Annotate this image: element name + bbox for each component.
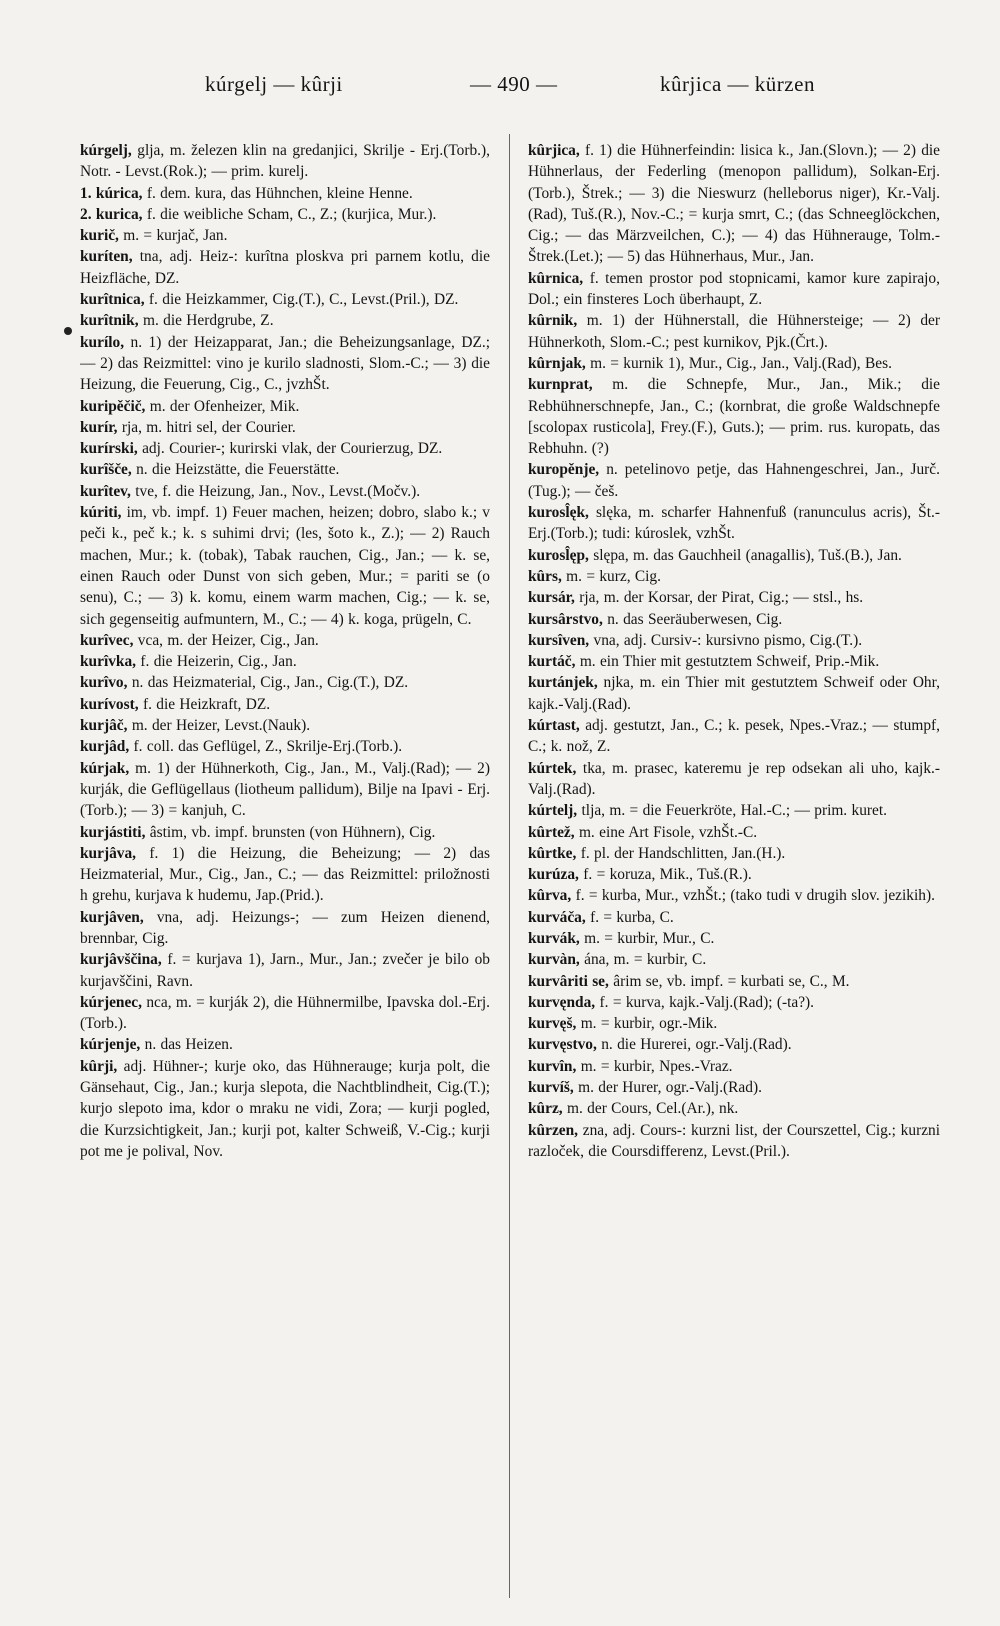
entry-headword: kuropěnje, bbox=[528, 461, 600, 479]
dictionary-entry bbox=[528, 885, 940, 906]
entry-headword: kurír, bbox=[80, 418, 118, 436]
dictionary-entry bbox=[80, 396, 490, 417]
entry-definition: m. 1) der Hühnerkoth, Cig., Jan., M., Valj.(Rad); — 2) kurják, die Geflügellaus (liotheum pallidum), Bilje na Ipavi - Erj.(Torb.); — 3) = kanjuh, C. bbox=[80, 759, 490, 820]
dictionary-entry bbox=[80, 1034, 490, 1055]
dictionary-entry bbox=[528, 268, 940, 311]
entry-headword: kûrjica, bbox=[528, 142, 580, 159]
entry-headword: kúrtelj, bbox=[528, 802, 578, 820]
header-right-guideword: kûrjica — kürzen bbox=[660, 72, 815, 96]
entry-headword: kurîvec, bbox=[80, 631, 134, 649]
dictionary-entry bbox=[80, 715, 490, 736]
entry-definition: n. 1) der Heizapparat, Jan.; die Beheizungsanlage, DZ.; — 2) das Reizmittel: vino je kurilo sladnosti, Slom.-C.; — 3) die Heizung, die Feuerung, Cig., C., jvzhŠt. bbox=[80, 333, 490, 394]
entry-headword: kursár, bbox=[528, 589, 575, 607]
entry-definition: m. der Heizer, Levst.(Nauk). bbox=[131, 717, 311, 735]
entry-definition: f. = kurva, kajk.-Valj.(Rad); (-ta?). bbox=[599, 993, 815, 1011]
dictionary-entry bbox=[528, 353, 940, 374]
entry-headword: 2. kurica, bbox=[80, 205, 143, 223]
entry-definition: tlja, m. = die Feuerkröte, Hal.-C.; — prim. kuret. bbox=[581, 802, 887, 820]
entry-definition: slęka, m. scharfer Hahnenfuß (ranunculus acris), Št.-Erj.(Torb.); tudi: kúroslek, vzhŠt. bbox=[528, 504, 940, 543]
dictionary-entry bbox=[80, 481, 490, 502]
entry-headword: kurjâvščina, bbox=[80, 951, 162, 969]
dictionary-entry bbox=[80, 438, 490, 459]
dictionary-entry bbox=[80, 246, 490, 289]
entry-headword: kurvák, bbox=[528, 929, 580, 947]
entry-headword: kurílo, bbox=[80, 333, 125, 351]
entry-definition: m. der Hurer, ogr.-Valj.(Rad). bbox=[578, 1079, 762, 1097]
entry-headword: kurívost, bbox=[80, 695, 139, 713]
entry-definition: f. = kurjava 1), Jarn., Mur., Jan.; zvečer je bilo ob kurjavščini, Ravn. bbox=[80, 951, 490, 990]
dictionary-entry bbox=[528, 928, 940, 949]
entry-headword: kurírski, bbox=[80, 440, 138, 458]
entry-headword: kursârstvo, bbox=[528, 610, 603, 628]
entry-definition: rja, m. der Korsar, der Pirat, Cig.; — stsl., hs. bbox=[579, 589, 864, 607]
right-column bbox=[528, 140, 940, 1611]
dictionary-entry bbox=[528, 587, 940, 608]
dictionary-entry bbox=[80, 417, 490, 438]
entry-headword: kurvíš, bbox=[528, 1079, 574, 1097]
margin-dot-mark bbox=[64, 327, 72, 335]
entry-headword: kurvîn, bbox=[528, 1057, 577, 1075]
entry-definition: n. die Heizstätte, die Feuerstätte. bbox=[136, 461, 340, 479]
entry-headword: kurič, bbox=[80, 227, 119, 245]
dictionary-entry bbox=[80, 310, 490, 331]
entry-headword: kurjâva, bbox=[80, 844, 137, 862]
dictionary-entry bbox=[528, 822, 940, 843]
entry-definition: vca, m. der Heizer, Cig., Jan. bbox=[137, 631, 319, 649]
entry-headword: kûrs, bbox=[528, 567, 562, 585]
entry-definition: f. = koruza, Mik., Tuš.(R.). bbox=[583, 866, 752, 884]
entry-definition: zna, adj. Cours-: kurzni list, der Courszettel, Cig.; kurzni razloček, die Coursdifferenz, Levst.(Pril.). bbox=[528, 1121, 940, 1160]
entry-headword: kurosl̂ęp, bbox=[528, 546, 589, 564]
entry-headword: kûrz, bbox=[528, 1100, 563, 1118]
entry-definition: tna, adj. Heiz-: kurîtna ploskva pri parnem kotlu, die Heizfläche, DZ. bbox=[80, 248, 490, 287]
entry-headword: kúrtast, bbox=[528, 717, 580, 735]
entry-definition: tve, f. die Heizung, Jan., Nov., Levst.(Močv.). bbox=[135, 482, 421, 500]
entry-definition: adj. Courier-; kurirski vlak, der Courierzug, DZ. bbox=[142, 440, 443, 458]
dictionary-entry bbox=[528, 1120, 940, 1163]
entry-headword: kurîtnica, bbox=[80, 291, 145, 309]
entry-definition: f. = kurba, C. bbox=[590, 908, 674, 926]
dictionary-entry bbox=[80, 758, 490, 822]
dictionary-entry bbox=[528, 310, 940, 353]
entry-headword: kurîšče, bbox=[80, 461, 132, 479]
running-head bbox=[0, 72, 1000, 102]
entry-headword: kurîvo, bbox=[80, 674, 128, 692]
dictionary-entry bbox=[528, 907, 940, 928]
entry-definition: f. pl. der Handschlitten, Jan.(H.). bbox=[580, 844, 786, 862]
entry-headword: kurvâriti se, bbox=[528, 972, 609, 990]
entry-headword: kurîtnik, bbox=[80, 312, 139, 330]
entry-definition: n. das Heizmaterial, Cig., Jan., Cig.(T.), DZ. bbox=[131, 674, 409, 692]
entry-definition: m. = kurnik 1), Mur., Cig., Jan., Valj.(Rad), Bes. bbox=[590, 354, 892, 372]
dictionary-entry bbox=[80, 672, 490, 693]
entry-headword: kurjâven, bbox=[80, 908, 144, 926]
entry-headword: kúrjenec, bbox=[80, 993, 142, 1011]
dictionary-entry bbox=[528, 545, 940, 566]
dictionary-entry bbox=[528, 140, 940, 268]
dictionary-entry bbox=[528, 374, 940, 459]
entry-headword: kurnprat, bbox=[528, 376, 593, 394]
entry-definition: njka, m. ein Thier mit gestutztem Schweif oder Ohr, kajk.-Valj.(Rad). bbox=[528, 674, 940, 713]
page-number: — 490 — bbox=[470, 72, 558, 96]
dictionary-entry bbox=[80, 843, 490, 907]
entry-definition: n. petelinovo petje, das Hahnengeschrei, Jan., Jurč.(Tug.); — češ. bbox=[528, 461, 940, 500]
entry-headword: kûrtež, bbox=[528, 823, 575, 841]
entry-definition: f. temen prostor pod stopnicami, kamor kure zapirajo, Dol.; ein finsteres Loch überhaupt, Z. bbox=[528, 269, 940, 309]
entry-headword: kûrji, bbox=[80, 1057, 118, 1075]
dictionary-entry bbox=[80, 332, 490, 396]
dictionary-entry bbox=[528, 630, 940, 651]
entry-definition: f. 1) die Hühnerfeindin: lisica k., Jan.(Slovn.); — 2) die Hühnerlaus, der Federling (menopon pallidum), Solkan-Erj.(Torb.), Štrek.; — 3) die Nieswurz (helleborus niger), Kr.-Valj.(Rad), Tuš.(R.), Nov.-C.; = kurja smrt, C.; (das Schneeglöckchen, Cig.; — das Märzveilchen, C.); — 4) das Hühnerauge, Tolm.-Štrek.(Let.); — 5) das Hühnerhaus, Mur., Jan. bbox=[528, 142, 940, 266]
dictionary-entry bbox=[80, 992, 490, 1035]
entry-definition: n. die Hurerei, ogr.-Valj.(Rad). bbox=[601, 1036, 792, 1054]
entry-headword: kûrnik, bbox=[528, 312, 578, 330]
dictionary-entry bbox=[80, 1056, 490, 1162]
dictionary-entry bbox=[80, 822, 490, 843]
entry-headword: kuríten, bbox=[80, 248, 133, 266]
entry-headword: kurtánjek, bbox=[528, 674, 598, 692]
entry-headword: kurjástiti, bbox=[80, 823, 146, 841]
dictionary-entry bbox=[528, 672, 940, 715]
entry-definition: f. die weibliche Scham, C., Z.; (kurjica, Mur.). bbox=[146, 205, 437, 223]
dictionary-entry bbox=[80, 694, 490, 715]
entry-definition: m. = kurjač, Jan. bbox=[123, 227, 228, 245]
entry-definition: f. dem. kura, das Hühnchen, kleine Henne. bbox=[146, 184, 413, 202]
dictionary-entry bbox=[528, 1077, 940, 1098]
dictionary-entry bbox=[528, 758, 940, 801]
dictionary-entry bbox=[80, 183, 490, 204]
entry-definition: m. die Schnepfe, Mur., Jan., Mik.; die Rebhühnerschnepfe, Jan., C.; (kornbrat, die große Waldschnepfe [scolopax rusticola], Frey.(F.), Guts.); — prim. rus. kuropatь, das Rebhuhn. (?) bbox=[528, 376, 940, 458]
entry-definition: f. die Heizkraft, DZ. bbox=[142, 695, 271, 713]
dictionary-entry bbox=[80, 949, 490, 992]
entry-headword: kurîvka, bbox=[80, 653, 137, 671]
dictionary-entry bbox=[80, 907, 490, 950]
dictionary-entry bbox=[80, 289, 490, 310]
dictionary-entry bbox=[80, 204, 490, 225]
entry-definition: m. = kurbir, Npes.-Vraz. bbox=[580, 1057, 733, 1075]
dictionary-entry bbox=[80, 502, 490, 630]
entry-definition: ârim se, vb. impf. = kurbati se, C., M. bbox=[613, 972, 850, 990]
entry-definition: ána, m. = kurbir, C. bbox=[584, 951, 707, 969]
dictionary-entry bbox=[80, 140, 490, 183]
entry-definition: f. 1) die Heizung, die Beheizung; — 2) das Heizmaterial, Mur., Cig., Jan., C.; — das Reizmittel: priložnosti h grehu, kurjava k hudemu, Jap.(Prid.). bbox=[80, 844, 490, 905]
dictionary-entry bbox=[528, 715, 940, 758]
entry-headword: kursîven, bbox=[528, 631, 590, 649]
entry-definition: n. das Heizen. bbox=[144, 1036, 233, 1054]
entry-definition: nca, m. = kurják 2), die Hühnermilbe, Ipavska dol.-Erj.(Torb.). bbox=[80, 993, 490, 1033]
entry-definition: m. der Cours, Cel.(Ar.), nk. bbox=[567, 1100, 739, 1118]
entry-headword: kúrtek, bbox=[528, 759, 577, 777]
entry-definition: m. ein Thier mit gestutztem Schweif, Prip.-Mik. bbox=[579, 653, 880, 671]
entry-headword: kûrva, bbox=[528, 887, 572, 905]
entry-headword: kuripěčič, bbox=[80, 397, 146, 415]
entry-definition: f. = kurba, Mur., vzhŠt.; (tako tudi v drugih slov. jezikih). bbox=[575, 887, 935, 905]
dictionary-entry bbox=[528, 1034, 940, 1055]
entry-headword: kurtáč, bbox=[528, 653, 576, 671]
entry-definition: âstim, vb. impf. brunsten (von Hühnern), Cig. bbox=[149, 823, 436, 841]
dictionary-entry bbox=[80, 225, 490, 246]
entry-definition: im, vb. impf. 1) Feuer machen, heizen; dobro, slabo k.; v peči k., peč k.; k. s suhimi drvi; (les, šoto k., Z.); — 2) Rauch machen, Mur.; k. (tobak), Tabak rauchen, Cig., Jan.; — k. se, einen Rauch oder Dunst von sich geben, Mur.; = pariti se (o senu), C.; — 3) k. komu, einem warm machen, Cig.; — k. se, sich gegenseitig aufmuntern, M., C.; — 4) k. koga, prügeln, C. bbox=[80, 504, 490, 628]
entry-headword: kúrjenje, bbox=[80, 1036, 141, 1054]
entry-headword: kurjâd, bbox=[80, 738, 130, 756]
entry-headword: kúrjak, bbox=[80, 759, 130, 777]
entry-definition: m. die Herdgrube, Z. bbox=[142, 312, 274, 330]
dictionary-entry bbox=[528, 843, 940, 864]
entry-headword: kurvàn, bbox=[528, 951, 580, 969]
dictionary-entry bbox=[528, 800, 940, 821]
dictionary-entry bbox=[80, 630, 490, 651]
dictionary-entry bbox=[528, 864, 940, 885]
dictionary-entry bbox=[528, 609, 940, 630]
entry-definition: m. = kurz, Cig. bbox=[566, 567, 661, 585]
dictionary-entry bbox=[528, 566, 940, 587]
dictionary-entry bbox=[528, 992, 940, 1013]
dictionary-entry bbox=[528, 1098, 940, 1119]
dictionary-entry bbox=[528, 1013, 940, 1034]
entry-headword: kurváča, bbox=[528, 908, 586, 926]
entry-headword: kûrnica, bbox=[528, 269, 584, 287]
entry-definition: adj. gestutzt, Jan., C.; k. pesek, Npes.-Vraz.; — stumpf, C.; k. nož, Z. bbox=[528, 717, 940, 756]
entry-definition: n. das Seeräuberwesen, Cig. bbox=[607, 610, 783, 628]
entry-definition: adj. Hühner-; kurje oko, das Hühnerauge; kurja polt, die Gänsehaut, Cig., Jan.; kurja slepota, die Nachtblindheit, Cig.(T.); kurjo slepoto ima, kdor o mraku ne vidi, Zora; — kurji pogled, die Kurzsichtigkeit, Jan.; kurji pot, kalter Schweiß, V.-Cig.; kurji pot me je polival, Nov. bbox=[80, 1057, 490, 1160]
dictionary-entry bbox=[528, 1056, 940, 1077]
entry-definition: m. = kurbir, ogr.-Mik. bbox=[580, 1015, 718, 1033]
entry-headword: kurîtev, bbox=[80, 482, 131, 500]
entry-headword: kurvęnda, bbox=[528, 993, 596, 1011]
dictionary-entry bbox=[528, 651, 940, 672]
entry-headword: 1. kúrica, bbox=[80, 184, 143, 202]
entry-headword: kúriti, bbox=[80, 504, 122, 522]
header-left-guideword: kúrgelj — kûrji bbox=[205, 72, 343, 96]
dictionary-entry bbox=[528, 502, 940, 545]
entry-definition: m. der Ofenheizer, Mik. bbox=[149, 397, 300, 415]
entry-definition: vna, adj. Heizungs-; — zum Heizen dienend, brennbar, Cig. bbox=[80, 908, 490, 947]
entry-definition: rja, m. hitri sel, der Courier. bbox=[121, 418, 296, 436]
column-divider bbox=[509, 134, 510, 1598]
entry-headword: kurjâč, bbox=[80, 717, 128, 735]
left-column bbox=[80, 140, 490, 1611]
entry-definition: vna, adj. Cursiv-: kursivno pismo, Cig.(T.). bbox=[593, 631, 863, 649]
entry-headword: kurvęstvo, bbox=[528, 1036, 597, 1054]
entry-headword: kûrtke, bbox=[528, 844, 577, 862]
dictionary-entry bbox=[528, 971, 940, 992]
entry-definition: m. = kurbir, Mur., C. bbox=[584, 929, 715, 947]
dictionary-entry bbox=[80, 459, 490, 480]
entry-headword: kurosl̂ęk, bbox=[528, 504, 589, 522]
entry-definition: f. die Heizerin, Cig., Jan. bbox=[140, 653, 297, 671]
entry-definition: m. eine Art Fisole, vzhŠt.-C. bbox=[578, 823, 758, 841]
entry-definition: slępa, m. das Gauchheil (anagallis), Tuš.(B.), Jan. bbox=[593, 546, 902, 564]
entry-headword: kurvęš, bbox=[528, 1015, 577, 1033]
entry-headword: kûrzen, bbox=[528, 1121, 579, 1139]
entry-headword: kurúza, bbox=[528, 866, 579, 884]
dictionary-entry bbox=[80, 651, 490, 672]
entry-headword: kûrnjak, bbox=[528, 354, 586, 372]
entry-definition: tka, m. prasec, kateremu je rep odsekan ali uho, kajk.-Valj.(Rad). bbox=[528, 759, 940, 798]
entry-definition: f. die Heizkammer, Cig.(T.), C., Levst.(Pril.), DZ. bbox=[148, 291, 459, 309]
dictionary-entry bbox=[80, 736, 490, 757]
dictionary-entry bbox=[528, 459, 940, 502]
entry-definition: f. coll. das Geflügel, Z., Skrilje-Erj.(Torb.). bbox=[133, 738, 403, 756]
entry-headword: kúrgelj, bbox=[80, 142, 132, 159]
entry-definition: m. 1) der Hühnerstall, die Hühnersteige; — 2) der Hühnerkoth, Slom.-C.; pest kurnikov, Pjk.(Črt.). bbox=[528, 312, 940, 351]
entry-definition: glja, m. železen klin na gredanjici, Skrilje - Erj.(Torb.), Notr. - Levst.(Rok.); — prim. kurelj. bbox=[80, 142, 490, 181]
dictionary-entry bbox=[528, 949, 940, 970]
